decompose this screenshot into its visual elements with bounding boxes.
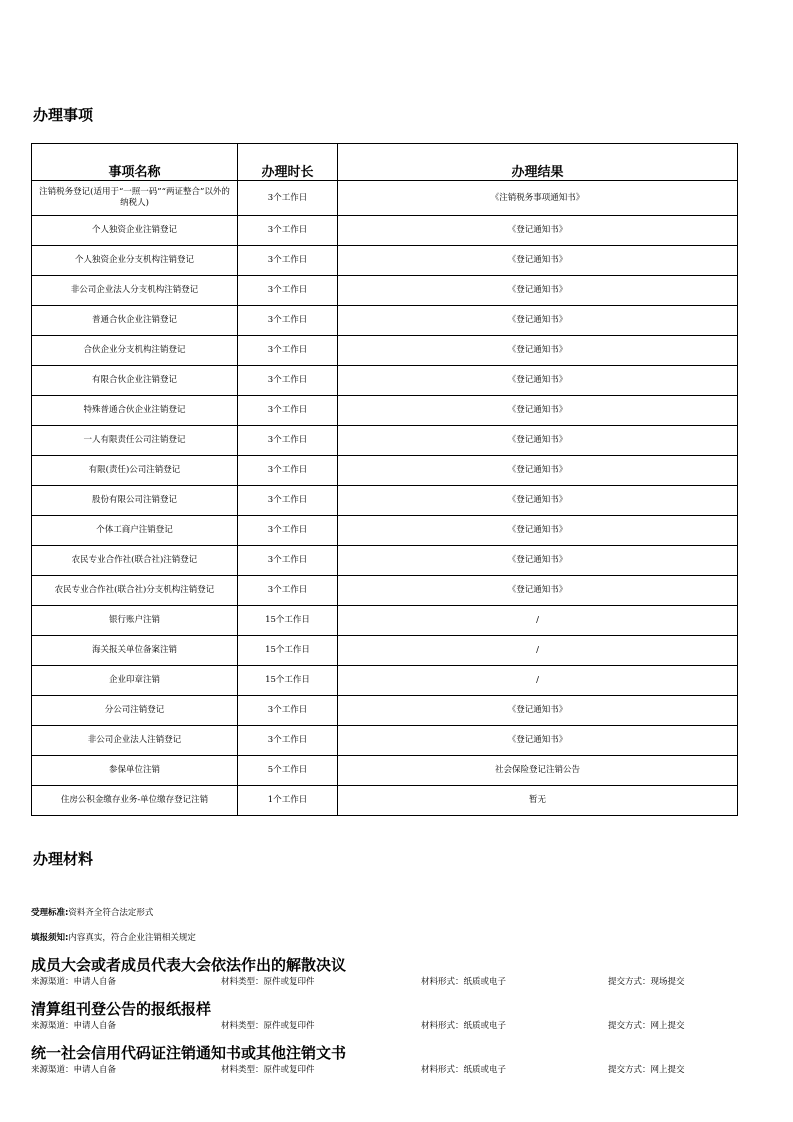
material-info — [31, 975, 737, 987]
cell-result: 《登记通知书》 — [338, 546, 738, 576]
cell-name: 一人有限责任公司注销登记 — [32, 426, 238, 456]
header-duration: 办理时长 — [238, 144, 338, 181]
cell-duration: 3个工作日 — [238, 276, 338, 306]
header-item-name: 事项名称 — [32, 144, 238, 181]
table-row — [32, 486, 738, 516]
cell-result: 《登记通知书》 — [338, 516, 738, 546]
cell-result: 《登记通知书》 — [338, 726, 738, 756]
cell-result: / — [338, 636, 738, 666]
header-result: 办理结果 — [338, 144, 738, 181]
table-row — [32, 516, 738, 546]
table-row — [32, 306, 738, 336]
cell-duration: 3个工作日 — [238, 486, 338, 516]
cell-name: 合伙企业分支机构注销登记 — [32, 336, 238, 366]
table-header-row — [32, 144, 738, 181]
cell-duration: 1个工作日 — [238, 786, 338, 816]
table-row — [32, 276, 738, 306]
cell-duration: 3个工作日 — [238, 456, 338, 486]
cell-result: 《登记通知书》 — [338, 456, 738, 486]
table-row — [32, 336, 738, 366]
cell-result: 社会保险登记注销公告 — [338, 756, 738, 786]
table-row — [32, 181, 738, 216]
accept-standard-label: 受理标准: — [31, 908, 69, 918]
cell-duration: 15个工作日 — [238, 606, 338, 636]
cell-name: 个人独资企业分支机构注销登记 — [32, 246, 238, 276]
cell-duration: 3个工作日 — [238, 516, 338, 546]
cell-name: 注销税务登记(适用于“一照一码”“两证整合”以外的纳税人) — [32, 181, 238, 216]
material-title: 清算组刊登公告的报纸报样 — [31, 1000, 212, 1018]
cell-duration: 3个工作日 — [238, 726, 338, 756]
table-row — [32, 606, 738, 636]
table-row — [32, 366, 738, 396]
material-source: 来源渠道：申请人自备 — [31, 977, 117, 987]
cell-result: 《登记通知书》 — [338, 276, 738, 306]
table-row — [32, 426, 738, 456]
cell-name: 有限合伙企业注销登记 — [32, 366, 238, 396]
section-title-items: 办理事项 — [33, 106, 94, 124]
cell-result: 《登记通知书》 — [338, 696, 738, 726]
material-title: 统一社会信用代码证注销通知书或其他注销文书 — [31, 1044, 347, 1062]
cell-duration: 3个工作日 — [238, 216, 338, 246]
cell-result: 《登记通知书》 — [338, 246, 738, 276]
material-submit: 提交方式：网上提交 — [608, 1021, 685, 1031]
cell-name: 普通合伙企业注销登记 — [32, 306, 238, 336]
cell-duration: 15个工作日 — [238, 666, 338, 696]
cell-result: 暂无 — [338, 786, 738, 816]
cell-result: 《登记通知书》 — [338, 426, 738, 456]
cell-duration: 3个工作日 — [238, 576, 338, 606]
material-info — [31, 1063, 737, 1075]
cell-name: 非公司企业法人注销登记 — [32, 726, 238, 756]
table-row — [32, 786, 738, 816]
cell-result: 《登记通知书》 — [338, 216, 738, 246]
material-type: 材料类型：原件或复印件 — [221, 1021, 315, 1031]
cell-name: 个体工商户注销登记 — [32, 516, 238, 546]
cell-name: 股份有限公司注销登记 — [32, 486, 238, 516]
material-form: 材料形式：纸质或电子 — [421, 977, 507, 987]
cell-duration: 3个工作日 — [238, 306, 338, 336]
cell-duration: 3个工作日 — [238, 546, 338, 576]
cell-result: / — [338, 606, 738, 636]
cell-name: 参保单位注销 — [32, 756, 238, 786]
cell-result: 《登记通知书》 — [338, 336, 738, 366]
table-row — [32, 756, 738, 786]
material-form: 材料形式：纸质或电子 — [421, 1065, 507, 1075]
cell-duration: 3个工作日 — [238, 181, 338, 216]
material-source: 来源渠道：申请人自备 — [31, 1021, 117, 1031]
cell-name: 银行账户注销 — [32, 606, 238, 636]
material-type: 材料类型：原件或复印件 — [221, 977, 315, 987]
cell-name: 个人独资企业注销登记 — [32, 216, 238, 246]
cell-name: 分公司注销登记 — [32, 696, 238, 726]
material-info — [31, 1019, 737, 1031]
material-form: 材料形式：纸质或电子 — [421, 1021, 507, 1031]
cell-result: 《登记通知书》 — [338, 396, 738, 426]
table-row — [32, 396, 738, 426]
cell-duration: 3个工作日 — [238, 426, 338, 456]
material-item — [31, 954, 737, 987]
material-title: 成员大会或者成员代表大会依法作出的解散决议 — [31, 956, 347, 974]
fill-notice-label: 填报须知: — [31, 933, 69, 943]
cell-duration: 3个工作日 — [238, 696, 338, 726]
material-item — [31, 1042, 737, 1075]
accept-standard — [31, 906, 153, 918]
material-submit: 提交方式：网上提交 — [608, 1065, 685, 1075]
table-row — [32, 666, 738, 696]
section-title-materials: 办理材料 — [33, 850, 94, 868]
cell-duration: 3个工作日 — [238, 366, 338, 396]
cell-name: 农民专业合作社(联合社)注销登记 — [32, 546, 238, 576]
cell-name: 非公司企业法人分支机构注销登记 — [32, 276, 238, 306]
material-source: 来源渠道：申请人自备 — [31, 1065, 117, 1075]
cell-result: 《登记通知书》 — [338, 306, 738, 336]
cell-duration: 5个工作日 — [238, 756, 338, 786]
table-row — [32, 636, 738, 666]
cell-duration: 3个工作日 — [238, 336, 338, 366]
fill-notice — [31, 931, 196, 943]
material-item — [31, 998, 737, 1031]
material-submit: 提交方式：现场提交 — [608, 977, 685, 987]
cell-name: 有限(责任)公司注销登记 — [32, 456, 238, 486]
table-row — [32, 216, 738, 246]
table-row — [32, 696, 738, 726]
table-row — [32, 456, 738, 486]
table-row — [32, 546, 738, 576]
cell-result: / — [338, 666, 738, 696]
cell-result: 《登记通知书》 — [338, 486, 738, 516]
cell-name: 农民专业合作社(联合社)分支机构注销登记 — [32, 576, 238, 606]
cell-duration: 15个工作日 — [238, 636, 338, 666]
cell-duration: 3个工作日 — [238, 396, 338, 426]
cell-duration: 3个工作日 — [238, 246, 338, 276]
cell-result: 《登记通知书》 — [338, 366, 738, 396]
table-row — [32, 576, 738, 606]
cell-name: 海关报关单位备案注销 — [32, 636, 238, 666]
material-type: 材料类型：原件或复印件 — [221, 1065, 315, 1075]
accept-standard-value: 资料齐全符合法定形式 — [68, 908, 154, 918]
items-table — [31, 143, 738, 816]
cell-name: 特殊普通合伙企业注销登记 — [32, 396, 238, 426]
cell-result: 《注销税务事项通知书》 — [338, 181, 738, 216]
table-row — [32, 246, 738, 276]
fill-notice-value: 内容真实，符合企业注销相关规定 — [68, 933, 196, 943]
cell-name: 企业印章注销 — [32, 666, 238, 696]
cell-name: 住房公积金缴存业务-单位缴存登记注销 — [32, 786, 238, 816]
table-row — [32, 726, 738, 756]
cell-result: 《登记通知书》 — [338, 576, 738, 606]
